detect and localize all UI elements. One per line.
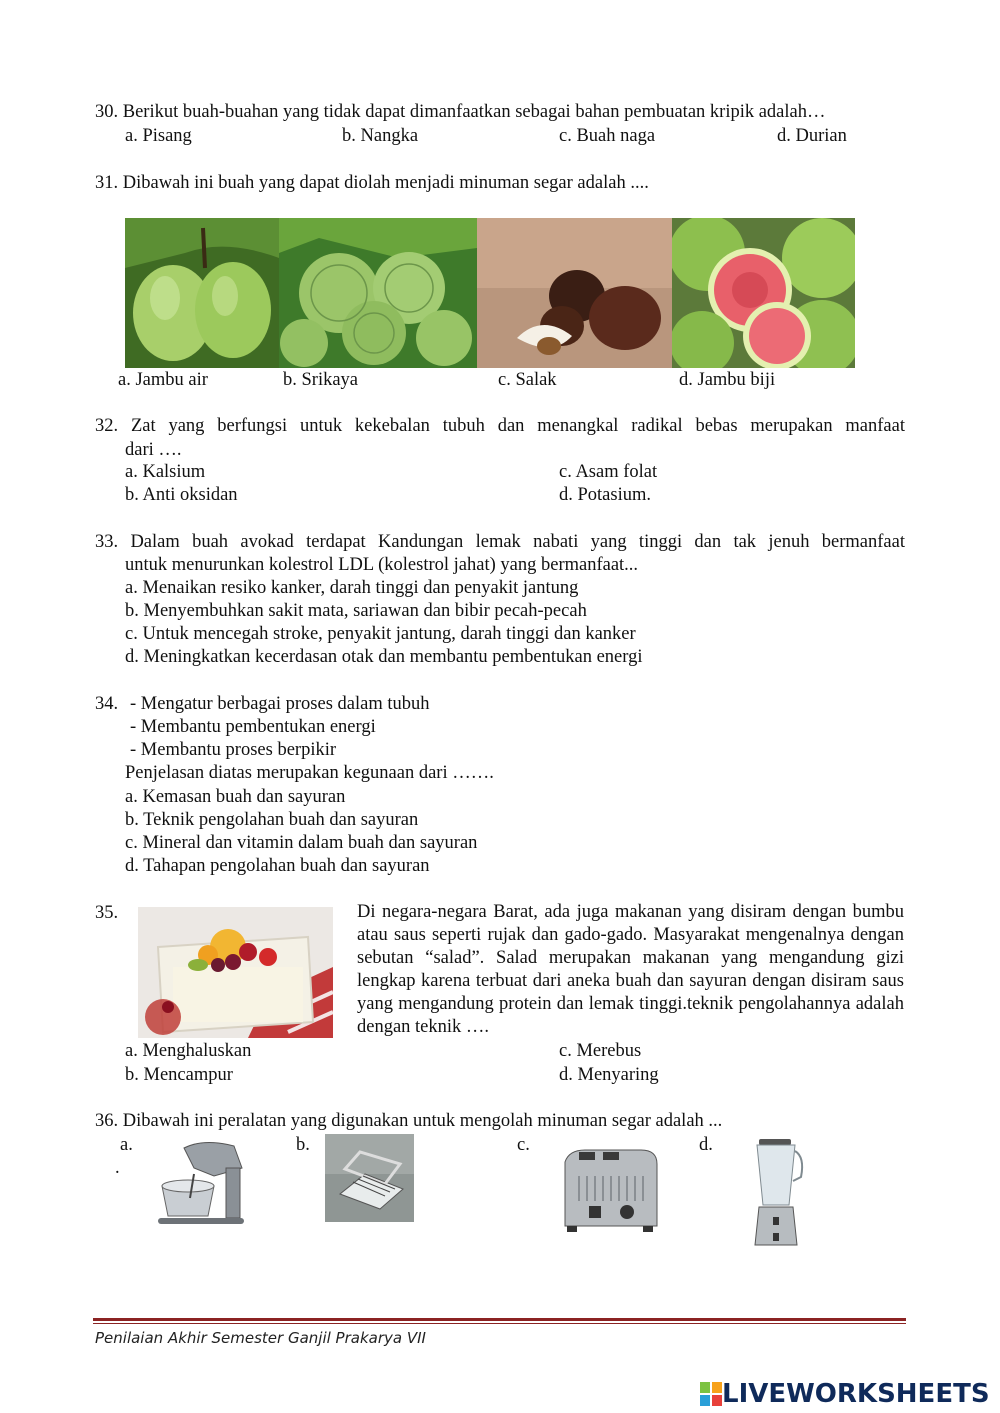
q34-option-d[interactable]: d. Tahapan pengolahan buah dan sayuran (125, 856, 430, 876)
q31-option-b[interactable]: b. Srikaya (283, 370, 359, 390)
q31-option-a[interactable]: a. Jambu air (118, 370, 208, 390)
q30-question: 30. Berikut buah-buahan yang tidak dapat dimanfaatkan sebagai bahan pembuatan kripik adalah… (95, 102, 826, 122)
q33-question: 33. Dalam buah avokad terdapat Kandungan lemak nabati yang tinggi dan tak jenuh bermanfaat (95, 532, 905, 552)
q31-option-d[interactable]: d. Jambu biji (679, 370, 776, 390)
q32-option-d[interactable]: d. Potasium. (559, 485, 651, 505)
q34-bullet: - Membantu pembentukan energi (130, 717, 376, 737)
q33-option-a[interactable]: a. Menaikan resiko kanker, darah tinggi dan penyakit jantung (125, 578, 579, 598)
q36-question: 36. Dibawah ini peralatan yang digunakan untuk mengolah minuman segar adalah ... (95, 1111, 723, 1131)
q36-option-b[interactable]: b. (296, 1135, 310, 1155)
q35-question: Di negara-negara Barat, ada juga makanan yang disiram dengan bumbu atau saus seperti rujak dan gado-gado. Masyarakat mengenalnya dengan sebutan “salad”. Salad merupakan makanan yang mengandung gizi lengkap karena terbuat dari aneka buah dan sayuran dengan disiram saus yang mengandung protein dan lemak tinggi.teknik pengolahannya adalah dengan teknik …. (357, 902, 904, 1037)
q30-option-d[interactable]: d. Durian (777, 126, 847, 146)
jambu-biji-image (672, 218, 855, 368)
q34-bullet: - Mengatur berbagai proses dalam tubuh (130, 694, 430, 714)
q33-question-cont: untuk menurunkan kolestrol LDL (kolestrol jahat) yang bermanfaat... (125, 555, 639, 575)
liveworksheets-badge-icon (700, 1382, 722, 1406)
q30-option-b[interactable]: b. Nangka (342, 126, 419, 146)
q31-question: 31. Dibawah ini buah yang dapat diolah menjadi minuman segar adalah .... (95, 173, 649, 193)
q32-question: 32. Zat yang berfungsi untuk kekebalan tubuh dan menangkal radikal bebas merupakan manfaat (95, 416, 905, 436)
q36-option-d[interactable]: d. (699, 1135, 713, 1155)
q35-option-c[interactable]: c. Merebus (559, 1041, 642, 1061)
footer-text: Penilaian Akhir Semester Ganjil Prakarya VII (95, 1329, 426, 1347)
q36-dot: . (115, 1158, 120, 1178)
salad-image (138, 907, 333, 1038)
q33-option-b[interactable]: b. Menyembuhkan sakit mata, sariawan dan bibir pecah-pecah (125, 601, 587, 621)
jambu-air-image (125, 218, 279, 368)
q35-option-b[interactable]: b. Mencampur (125, 1065, 233, 1085)
liveworksheets-wordmark: LIVEWORKSHEETS (722, 1379, 990, 1409)
q34-bullet: - Membantu proses berpikir (130, 740, 337, 760)
liveworksheets-logo (700, 1380, 990, 1408)
q30-option-c[interactable]: c. Buah naga (559, 126, 656, 146)
q34-option-a[interactable]: a. Kemasan buah dan sayuran (125, 787, 346, 807)
egg-slicer-image (325, 1134, 414, 1222)
q34-number: 34. (95, 694, 119, 714)
q34-option-b[interactable]: b. Teknik pengolahan buah dan sayuran (125, 810, 419, 830)
q34-question: Penjelasan diatas merupakan kegunaan dari ……. (125, 763, 494, 783)
q36-option-a[interactable]: a. (120, 1135, 133, 1155)
q36-option-c[interactable]: c. (517, 1135, 530, 1155)
footer-rule (93, 1323, 906, 1324)
q35-option-a[interactable]: a. Menghaluskan (125, 1041, 252, 1061)
salak-image (477, 218, 672, 368)
q32-question-cont: dari …. (125, 440, 182, 460)
q31-option-c[interactable]: c. Salak (498, 370, 557, 390)
blender-image (745, 1137, 807, 1252)
q33-option-c[interactable]: c. Untuk mencegah stroke, penyakit jantung, darah tinggi dan kanker (125, 624, 636, 644)
q34-option-c[interactable]: c. Mineral dan vitamin dalam buah dan sayuran (125, 833, 478, 853)
q32-option-a[interactable]: a. Kalsium (125, 462, 206, 482)
toaster-image (559, 1146, 661, 1236)
q32-option-b[interactable]: b. Anti oksidan (125, 485, 238, 505)
stand-mixer-image (154, 1138, 250, 1230)
q32-option-c[interactable]: c. Asam folat (559, 462, 658, 482)
q33-option-d[interactable]: d. Meningkatkan kecerdasan otak dan membantu pembentukan energi (125, 647, 643, 667)
q35-option-d[interactable]: d. Menyaring (559, 1065, 659, 1085)
footer-rule (93, 1318, 906, 1321)
q30-option-a[interactable]: a. Pisang (125, 126, 192, 146)
q35-number: 35. (95, 903, 119, 923)
srikaya-image (279, 218, 477, 368)
